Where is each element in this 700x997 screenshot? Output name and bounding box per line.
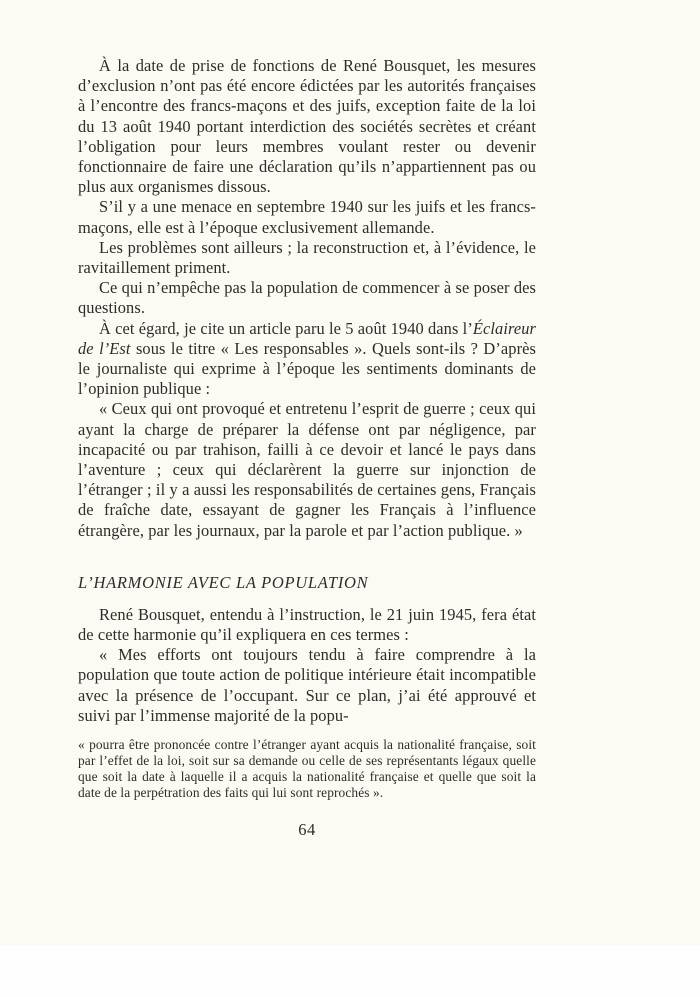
page-number: 64 xyxy=(298,820,316,840)
text-column xyxy=(78,56,536,840)
citation-text-before: À cet égard, je cite un article paru le 5 août 1940 dans l’ xyxy=(99,318,473,338)
paragraph-mes-efforts: « Mes efforts ont toujours tendu à faire comprendre à la population que toute action de politique intérieure était incompatible avec la présence de l’occupant. Sur ce plan, j’ai été approuvé et suivi par l’immense majorité de la popu- xyxy=(78,645,536,725)
paragraph-bousquet-instruction: René Bousquet, entendu à l’instruction, le 21 juin 1945, fera état de cette harmonie qu’il expliquera en ces termes : xyxy=(78,604,536,645)
scan-bottom-edge xyxy=(0,945,700,997)
citation-text-after: sous le titre « Les responsables ». Quels sont-ils ? D’après le journaliste qui exprime à l’époque les sentiments dominants de l’opinion publique : xyxy=(78,338,536,399)
section-heading-harmonie: L’HARMONIE AVEC LA POPULATION xyxy=(78,572,369,592)
paragraph-menace-1940: S’il y a une menace en septembre 1940 sur les juifs et les francs-maçons, elle est à l’époque exclusivement allemande. xyxy=(78,197,536,237)
footnote-continuation: « pourra être prononcée contre l’étranger ayant acquis la nationalité française, soit par l’effet de la loi, soit sur sa demande ou celle de ses représentants légaux quelle que soit la date à laquelle il a acquis la nationalité française et quelle que soit la date de la perpétration des faits qui lui sont reprochés ». xyxy=(78,737,536,801)
paragraph-bousquet-functions: À la date de prise de fonctions de René Bousquet, les mesures d’exclusion n’ont pas été encore édictées par les autorités françaises à l’encontre des francs-maçons et des juifs, exception faite de la loi du 13 août 1940 portant interdiction des sociétés secrètes et créant l’obligation pour leurs membres voulant rester ou devenir fonctionnaire de faire une déclaration qu’ils n’appartiennent pas ou plus aux organismes dissous. xyxy=(78,56,536,197)
paragraph-press-quote: « Ceux qui ont provoqué et entretenu l’esprit de guerre ; ceux qui ayant la charge de préparer la défense ont par négligence, par incapacité ou par trahison, failli à ce devoir et lancé le pays dans l’aventure ; ceux qui déclarèrent la guerre sur injonction de l’étranger ; il y a aussi les responsabilités de certaines gens, Français de fraîche date, essayant de gagner les Français à l’influence étrangère, par les journaux, par la parole et par l’action publique. » xyxy=(78,399,536,540)
paragraph-problemes: Les problèmes sont ailleurs ; la reconstruction et, à l’évidence, le ravitaillement priment. xyxy=(78,237,536,278)
paragraph-article-citation xyxy=(78,319,536,400)
journal-title-italic: Éclaireur de l’Est xyxy=(78,318,536,358)
paragraph-population-questions: Ce qui n’empêche pas la population de commencer à se poser des questions. xyxy=(78,278,536,318)
